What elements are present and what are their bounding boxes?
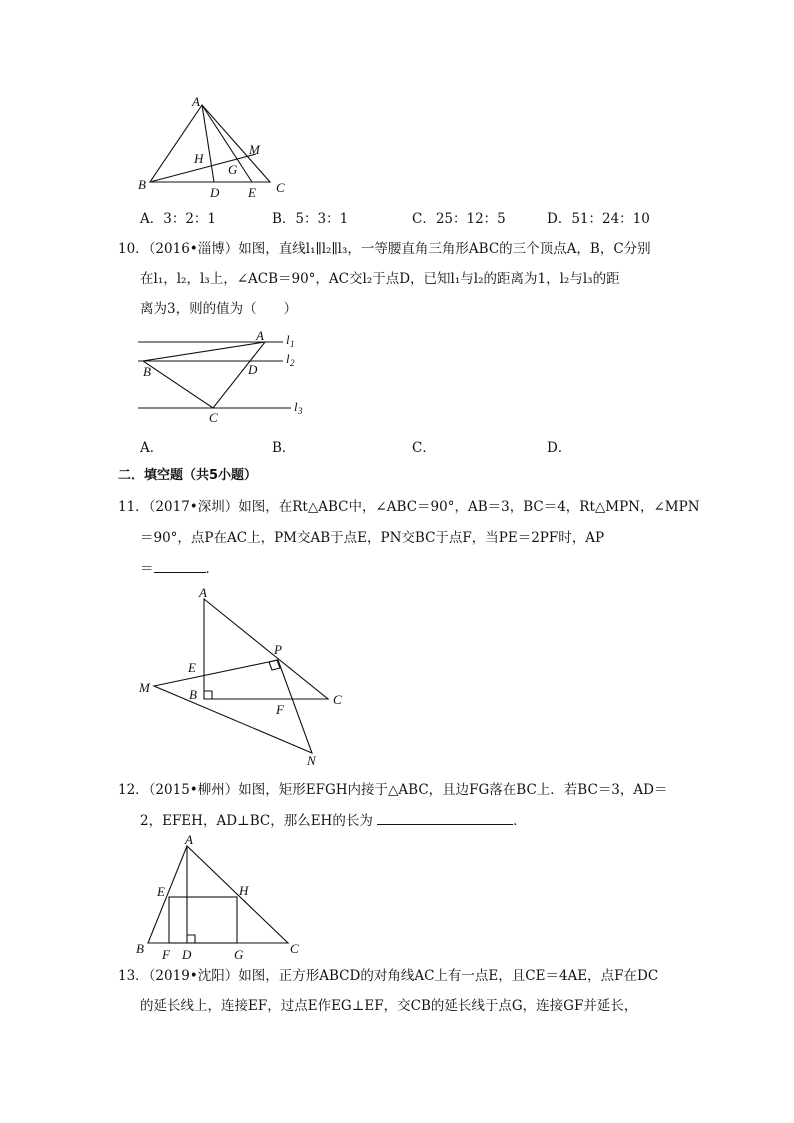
- q11-equals: ＝: [140, 561, 154, 577]
- q10-stem-line2: 在l₁，l₂，l₃上，∠ACB＝90°，AC交l₂于点D，已知l₁与l₂的距离为1，l₂与l₃的距: [140, 271, 620, 287]
- q11-period: ．: [205, 561, 219, 577]
- q10-options: [140, 436, 700, 456]
- q10-label-l1: l: [286, 332, 290, 347]
- q10-triangle-abc: [143, 342, 265, 408]
- q9-label-a: A: [192, 94, 200, 109]
- q13-stem-line2: 的延长线上，连接EF，过点E作EG⊥EF，交CB的延长线于点G，连接GF并延长，: [140, 998, 638, 1014]
- q9-option-c[interactable]: C．25：12：5: [412, 211, 506, 227]
- q12-period: ．: [513, 813, 527, 829]
- q9-label-e: E: [248, 185, 256, 200]
- q12-label-d: D: [182, 947, 192, 962]
- q12-stem-line1: 12．（2015•柳州）如图，矩形EFGH内接于△ABC，且边FG落在BC上．若BC＝3，AD＝: [118, 782, 668, 798]
- section-fill-in-title: 二．填空题（共5小题）: [118, 468, 258, 483]
- q9-label-h: H: [194, 151, 204, 166]
- q12-stem-line2: [140, 810, 527, 831]
- q10-figure: [135, 325, 335, 425]
- q12-right-angle-d: [187, 935, 195, 943]
- q11-label-c: C: [333, 692, 342, 707]
- q10-label-l2: l: [286, 351, 290, 366]
- q11-stem-line1: 11．（2017•深圳）如图，在Rt△ABC中，∠ABC＝90°，AB＝3，BC＝4，Rt△MPN，∠MPN: [118, 499, 700, 515]
- q9-label-d: D: [210, 185, 220, 200]
- q12-label-a: A: [185, 832, 193, 847]
- q9-segment-ae: [202, 105, 252, 182]
- q9-option-a[interactable]: A．3：2：1: [140, 211, 217, 227]
- q12-figure: [130, 832, 320, 962]
- q12-rectangle-efgh: [169, 897, 237, 943]
- q11-stem-line2: ＝90°，点P在AC上，PM交AB于点E，PN交BC于点F，当PE＝2PF时，AP: [140, 530, 605, 546]
- q12-stem-text: 2，EFEH，AD⊥BC，那么EH的长为: [140, 813, 373, 829]
- q10-label-c: C: [209, 410, 218, 425]
- q10-label-l3: l: [294, 399, 298, 414]
- q11-label-a: A: [199, 585, 207, 600]
- q10-label-l1-sub: 1: [290, 339, 295, 349]
- q10-label-b: B: [143, 364, 151, 379]
- q9-label-b: B: [138, 177, 146, 192]
- q9-figure: [130, 92, 300, 202]
- q10-stem-line1: 10．（2016•淄博）如图，直线l₁∥l₂∥l₃，一等腰直角三角形ABC的三个顶点A，B，C分别: [118, 241, 651, 257]
- q10-stem-line3: 离为3，则的值为（ ）: [140, 301, 298, 317]
- q11-label-m: M: [139, 680, 150, 695]
- q11-label-p: P: [274, 642, 282, 657]
- q9-label-c: C: [276, 180, 285, 195]
- q10-label-d: D: [248, 362, 258, 377]
- q12-label-b: B: [136, 941, 144, 956]
- q10-label-l3-sub: 3: [298, 406, 303, 416]
- q13-stem-line1: 13．（2019•沈阳）如图，正方形ABCD的对角线AC上有一点E，且CE＝4AE，点F在DC: [118, 968, 659, 984]
- q12-label-h: H: [239, 883, 249, 898]
- q10-label-l2-sub: 2: [290, 358, 295, 368]
- q9-options: [140, 207, 700, 227]
- q10-option-d[interactable]: D．: [547, 440, 572, 456]
- q11-label-n: N: [307, 753, 316, 765]
- q12-label-c: C: [290, 941, 299, 956]
- q11-triangle-abc: [204, 599, 328, 699]
- q10-option-b[interactable]: B．: [272, 440, 296, 456]
- q11-stem-line3: [140, 558, 219, 579]
- q11-label-b: B: [189, 687, 197, 702]
- q10-option-c[interactable]: C．: [412, 440, 436, 456]
- q10-label-a: A: [256, 328, 264, 343]
- q9-label-g: G: [228, 162, 238, 177]
- q10-option-a[interactable]: A．: [140, 440, 164, 456]
- q12-label-g: G: [234, 947, 244, 962]
- q9-option-d[interactable]: D．51：24：10: [547, 211, 650, 227]
- q12-answer-blank[interactable]: [377, 810, 513, 825]
- q11-figure: [135, 585, 355, 765]
- q11-label-f: F: [276, 702, 284, 717]
- q11-triangle-mpn: [154, 660, 312, 753]
- q9-label-m: M: [249, 142, 260, 157]
- q12-label-f: F: [162, 947, 170, 962]
- q11-answer-blank[interactable]: [154, 558, 206, 573]
- q12-label-e: E: [157, 884, 165, 899]
- q9-option-b[interactable]: B．5：3：1: [272, 211, 349, 227]
- q11-label-e: E: [188, 660, 196, 675]
- q11-right-angle-b: [204, 691, 212, 699]
